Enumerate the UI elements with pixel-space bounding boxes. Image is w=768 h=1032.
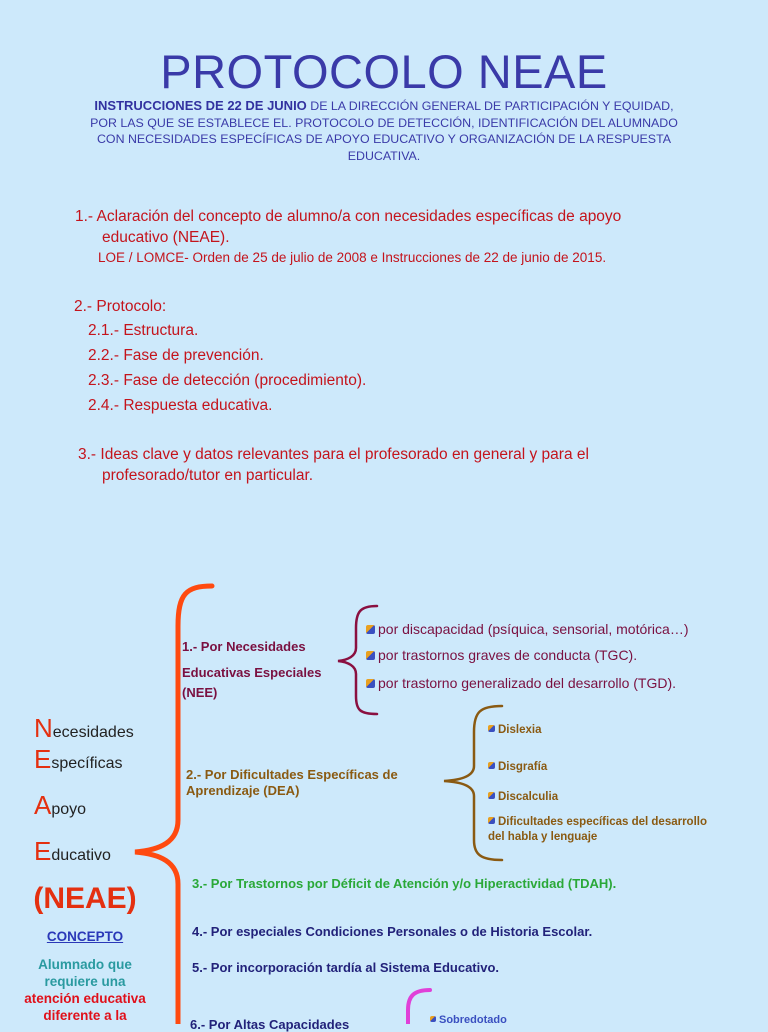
category-tdah: 3.- Por Trastornos por Déficit de Atención y/o Hiperactividad (TDAH). (192, 876, 617, 891)
concept-link[interactable]: CONCEPTO (46, 929, 124, 944)
subtitle-bold: INSTRUCCIONES DE 22 DE JUNIO (94, 98, 307, 113)
outline-item-1-line1: 1.- Aclaración del concepto de alumno/a con necesidades específicas de apoyo (75, 208, 622, 225)
bullet-icon (488, 762, 495, 769)
nee-item-tgd: por trastorno generalizado del desarrollo (TGD). (366, 675, 676, 691)
neae-word-a: Apoyo (34, 790, 87, 820)
bullet-icon (366, 625, 375, 634)
category-condiciones: 4.- Por especiales Condiciones Personales o de Historia Escolar. (192, 924, 593, 939)
outline-item-2: 2.- Protocolo: (74, 298, 167, 315)
outline-item-3-line2: profesorado/tutor en particular. (102, 467, 314, 484)
dea-item-disgrafia: Disgrafía (488, 761, 547, 773)
category-nee: 1.- Por Necesidades Educativas Especiales (NEE) (182, 639, 322, 700)
bullet-icon (366, 679, 375, 688)
definition-text: Alumnado que requiere una atención educativa diferente a la (24, 957, 146, 1023)
dea-item-habla: Dificultades específicas del desarrollo del habla y lenguaje (488, 816, 707, 843)
outline-item-2-1: 2.1.- Estructura. (88, 322, 199, 339)
bullet-icon (488, 725, 495, 732)
category-altas-capacidades: 6.- Por Altas Capacidades (190, 1017, 350, 1032)
dea-item-dislexia: Dislexia (488, 724, 541, 736)
category-incorporacion: 5.- Por incorporación tardía al Sistema Educativo. (192, 960, 500, 975)
outline-item-2-3: 2.3.- Fase de detección (procedimiento). (88, 372, 367, 389)
outline-item-2-2: 2.2.- Fase de prevención. (88, 347, 264, 364)
outline-item-3-line1: 3.- Ideas clave y datos relevantes para el profesorado en general y para el (78, 446, 589, 463)
neae-word-e2: Educativo (34, 836, 111, 866)
bullet-icon (488, 817, 495, 824)
nee-item-tgc: por trastornos graves de conducta (TGC). (366, 647, 637, 663)
neae-acronym: (NEAE) (33, 882, 137, 915)
category-dea: 2.- Por Dificultades Específicas de Aprendizaje (DEA) (186, 767, 398, 798)
altas-item-sobredotado: Sobredotado (430, 1014, 507, 1026)
bullet-icon (430, 1016, 436, 1022)
neae-word-e1: Específicas (34, 744, 123, 774)
altas-brace (408, 990, 430, 1024)
neae-word-n: Necesidades (34, 713, 134, 743)
outline-item-1-line2: educativo (NEAE). (102, 229, 230, 246)
bullet-icon (366, 651, 375, 660)
bullet-icon (488, 792, 495, 799)
page-title: PROTOCOLO NEAE (160, 45, 608, 98)
outline-item-2-4: 2.4.- Respuesta educativa. (88, 397, 273, 414)
subtitle-rest: DE LA DIRECCIÓN GENERAL DE PARTICIPACIÓN Y EQUIDAD, POR LAS QUE SE ESTABLECE EL. PROTOCOLO DE DETECCIÓN, IDENTIFICACIÓN DEL ALUMNADO CON NECESIDADES ESPECÍFICAS DE APOYO EDUCATIVO Y ORGANIZACIÓN DE LA RESPUESTA EDUCATIVA. (90, 99, 678, 163)
outline-item-1-legal: LOE / LOMCE- Orden de 25 de julio de 2008 e Instrucciones de 22 de junio de 2015. (98, 250, 607, 265)
dea-item-discalculia: Discalculia (488, 791, 558, 803)
nee-item-discapacidad: por discapacidad (psíquica, sensorial, motórica…) (366, 621, 688, 637)
